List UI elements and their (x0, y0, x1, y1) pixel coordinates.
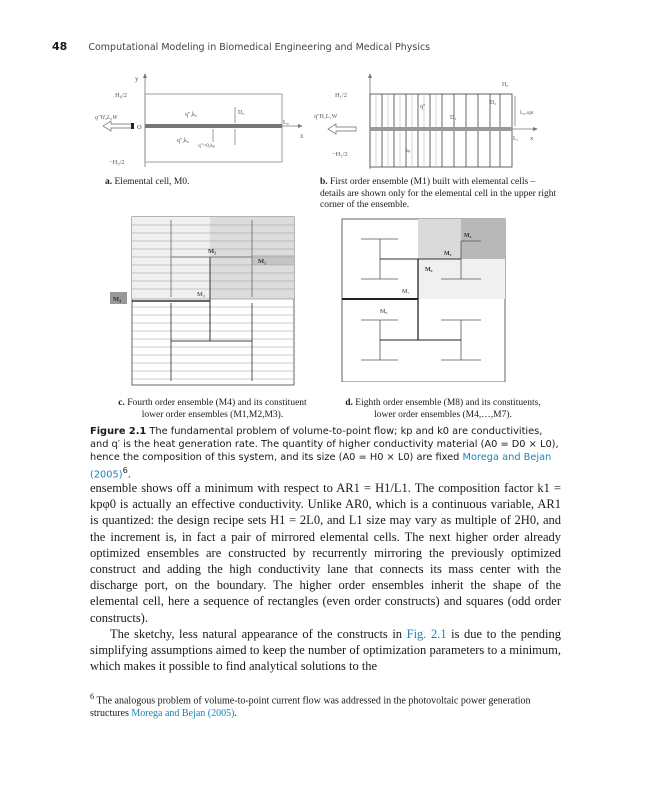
svg-text:x: x (530, 135, 534, 142)
body-text (90, 480, 561, 674)
panel-c-caption: c. Fourth order ensemble (M4) and its constituent lower order ensembles (M1,M2,M3). (118, 398, 307, 420)
svg-text:M₄: M₄ (464, 233, 472, 239)
figure-reference-link[interactable]: Fig. 2.1 (406, 626, 447, 641)
svg-text:M₄: M₄ (113, 296, 122, 303)
svg-text:q″: q″ (420, 104, 426, 110)
svg-text:q″,k₀: q″,k₀ (185, 112, 198, 118)
figure-number: Figure 2.1 (90, 426, 147, 437)
svg-text:M₂: M₂ (208, 248, 217, 255)
panel-a-caption: a. Elemental cell, M0. (105, 177, 190, 187)
svg-text:M₈: M₈ (380, 309, 388, 315)
panel-b-caption: b. First order ensemble (M1) built with elemental cells – details are shown only for the elemental cell in the upper right corner of the ensemble. (320, 177, 557, 210)
svg-text:q″,k₀: q″,k₀ (177, 138, 190, 144)
svg-text:M₅: M₅ (444, 251, 452, 257)
footnote-text: The analogous problem of volume-to-point current flow was addressed in the photovoltaic power generation structures (90, 695, 531, 720)
svg-text:M₃: M₃ (197, 291, 206, 298)
citation-link[interactable]: Morega and Bejan (2005) (90, 452, 552, 481)
running-title: Computational Modeling in Biomedical Engineering and Medical Physics (88, 42, 431, 53)
svg-text:D₁: D₁ (450, 115, 457, 121)
svg-text:L₀: L₀ (283, 120, 289, 126)
svg-text:q″H₁L₁W: q″H₁L₁W (314, 114, 338, 120)
svg-text:q″H₀L₀W: q″H₀L₀W (95, 115, 118, 121)
svg-text:M₁: M₁ (258, 258, 267, 265)
svg-text:L₀,opt: L₀,opt (520, 110, 534, 116)
figure-panel-b (310, 72, 560, 172)
svg-text:M₆: M₆ (425, 267, 433, 273)
svg-text:H₁/2: H₁/2 (335, 92, 348, 99)
svg-text:kₚ: kₚ (405, 148, 411, 154)
page-number: 48 (52, 40, 68, 53)
panel-d-caption: d. Eighth order ensemble (M8) and its constituents, lower order ensembles (M4,…,M7). (345, 398, 541, 420)
footnote: $^6$ The analogous problem of volume-to-point current flow was addressed in the photovoltaic power generation structures Morega and Bejan (2005). (90, 692, 531, 720)
running-header (52, 40, 430, 53)
svg-text:O: O (137, 124, 142, 131)
svg-text:D₀: D₀ (490, 100, 497, 106)
svg-text:−H₁/2: −H₁/2 (332, 151, 348, 158)
svg-text:D₀: D₀ (238, 110, 245, 116)
figure-panel-c (110, 215, 300, 390)
svg-text:x: x (300, 132, 304, 140)
figure-panel-d (340, 217, 510, 382)
figure-caption-text: The fundamental problem of volume-to-point flow; kp and k0 are conductivities, and q′ is the heat generation rate. The quantity of higher conductivity material (A0 = D0 × L0), hence the composition of this system, and its size (A0 = H0 × L0) are fixed (90, 426, 559, 463)
footnote-number: 6 (90, 692, 95, 701)
svg-text:M₇: M₇ (402, 289, 410, 295)
svg-text:L₁: L₁ (513, 136, 519, 142)
paragraph: ensemble shows off a minimum with respect to AR1 = H1/L1. The composition factor k1 = kpφ0 is actually an effective conductivity. Unlike AR0, which is a continuous variable, AR1 is quantized: the design recipe sets H1 = 2L0, and L1 size may vary as multiple of 2H0, and the increment is, in fact a pair of mirrored elemental cells. The next higher order already optimized ensembles are constructed by recurrently mirroring the previously optimized construct and adding the high conductivity lane that connects its mass center with the discharge port, on the boundary. The higher order ensembles inherit the shape of the elemental cell, here a sequence of rectangles (even order constructs) and squares (odd order constructs). (90, 481, 561, 625)
svg-text:q″=0,kₚ: q″=0,kₚ (198, 143, 216, 149)
paragraph: The sketchy, less natural appearance of the constructs in Fig. 2.1 is due to the pending simplifying assumptions aimed to keep the number of optimization parameters to a minimum, which makes it possible to find analytical solutions to the (90, 626, 562, 674)
figure-panel-a (95, 72, 315, 172)
svg-text:H₀/2: H₀/2 (115, 92, 128, 99)
footnote-ref[interactable]: 6 (122, 465, 128, 475)
svg-text:y: y (135, 75, 139, 83)
svg-text:−H₀/2: −H₀/2 (109, 159, 125, 166)
figure-caption: Figure 2.1 The fundamental problem of volume-to-point flow; kp and k0 are conductivities, and q′ is the heat generation rate. The quantity of higher conductivity material (A0 = D0 × L0), hence the composition of this system, and its size (A0 = H0 × L0) are fixed Morega and Bejan $(2005)^6$. (90, 426, 559, 481)
svg-text:H₀: H₀ (502, 82, 509, 88)
footnote-citation-link[interactable]: Morega and Bejan (2005) (131, 708, 235, 720)
